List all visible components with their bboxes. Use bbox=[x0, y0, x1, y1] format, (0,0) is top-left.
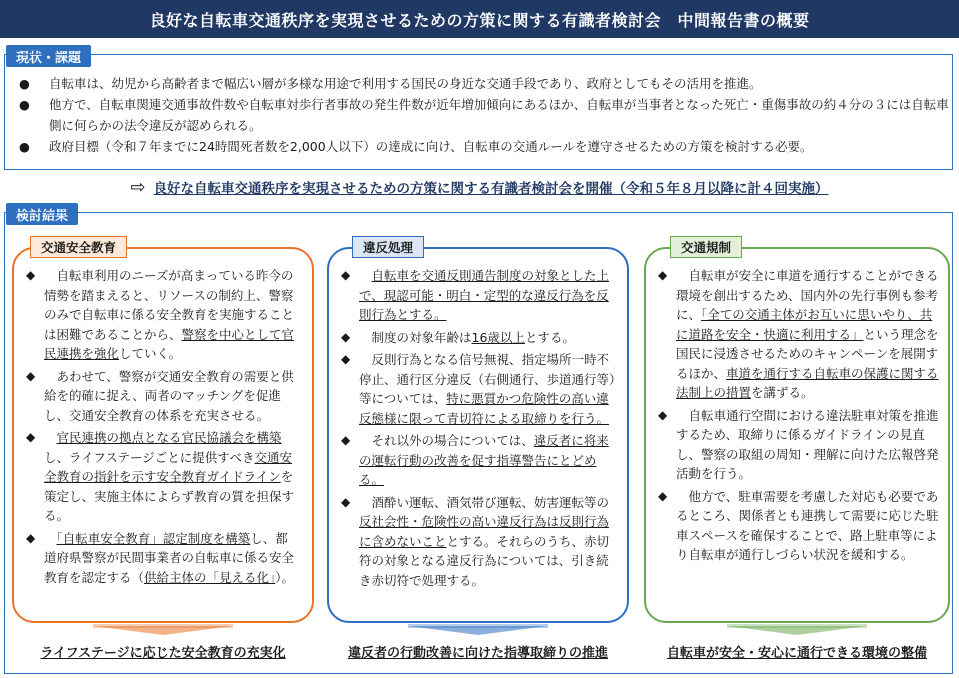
results-section-label: 検討結果 bbox=[6, 203, 78, 225]
meeting-text: 良好な自転車交通秩序を実現させるための方策に関する有識者検討会を開催（令和５年８月以降に計４回実施） bbox=[153, 181, 829, 197]
diamond-bullet-icon: ◆ bbox=[658, 488, 668, 503]
column-item-text: あわせて、警察が交通安全教育の需要と供給を的確に捉え、両者のマッチングを促進し、交通安全教育の体系を充実させる。 bbox=[44, 368, 294, 423]
page-title: 良好な自転車交通秩序を実現させるための方策に関する有識者検討会 中間報告書の概要 bbox=[0, 0, 959, 38]
column-item bbox=[658, 487, 940, 565]
status-item-text: 政府目標（令和７年までに24時間死者数を2,000人以下）の達成に向け、自転車の交通ルールを遵守させるための方策を検討する必要。 bbox=[49, 139, 813, 154]
column-item-text: 酒酔い運転、酒気帯び運転、妨害運転等の反社会性・危険性の高い違反行為は反則行為に含めないこととする。それらのうち、赤切符の対象となる違反行為については、引き続き赤切符で処理する。 bbox=[359, 494, 610, 588]
diamond-bullet-icon: ◆ bbox=[26, 368, 36, 383]
status-box bbox=[4, 54, 953, 170]
meeting-arrow-row bbox=[0, 176, 959, 198]
column-body bbox=[26, 266, 298, 590]
diamond-bullet-icon: ◆ bbox=[26, 268, 36, 282]
column-body bbox=[341, 266, 617, 593]
column-item bbox=[658, 266, 940, 403]
column-item-text: 自転車利用のニーズが高まっている昨今の情勢を踏まえると、リソースの制約上、警察のみで自転車に係る安全教育を実施することは困難であることから、警察を中心として官民連携を強化していく。 bbox=[44, 268, 295, 361]
status-item-text: 自転車は、幼児から高齢者まで幅広い層が多様な用途で利用する国民の身近な交通手段であり、政府としてもその活用を推進。 bbox=[49, 76, 762, 91]
column-body bbox=[658, 266, 940, 568]
column-item bbox=[341, 431, 617, 490]
diamond-bullet-icon: ◆ bbox=[341, 268, 351, 282]
diamond-bullet-icon: ◆ bbox=[26, 530, 36, 545]
diamond-bullet-icon: ◆ bbox=[341, 352, 351, 366]
column-item-text: 官民連携の拠点となる官民協議会を構築し、ライフステージごとに提供すべき交通安全教育の指針を示す安全教育ガイドラインを策定し、実施主体によらず教育の質を担保する。 bbox=[44, 430, 295, 523]
column-item-text: 自転車通行空間における違法駐車対策を推進するため、取締りに係るガイドラインの見直し、警察の取組の周知・理解に向けた広報啓発活動を行う。 bbox=[676, 407, 939, 481]
bullet-icon: ● bbox=[19, 97, 30, 112]
column-item bbox=[26, 529, 298, 588]
column-item bbox=[26, 266, 298, 364]
diamond-bullet-icon: ◆ bbox=[26, 430, 36, 444]
column-item bbox=[26, 367, 298, 426]
diamond-bullet-icon: ◆ bbox=[658, 268, 668, 282]
column-item-text: 「自転車安全教育」認定制度を構築し、都道府県警察が民間事業者の自転車に係る安全教育を認定する（供給主体の「見える化」）。 bbox=[44, 530, 295, 585]
status-list bbox=[19, 73, 949, 157]
bullet-icon: ● bbox=[19, 139, 30, 154]
diamond-bullet-icon: ◆ bbox=[341, 329, 351, 344]
down-arrow-icon bbox=[408, 626, 548, 635]
column-item-text: 自転車が安全に車道を通行することができる環境を創出するため、国内外の先行事例も参考に、「全ての交通主体がお互いに思いやり、共に道路を安全・快適に利用する」という理念を国民に浸透させるためのキャンペーンを展開するほか、車道を通行する自転車の保護に関する法制上の措置を講ずる。 bbox=[676, 268, 939, 400]
status-item bbox=[19, 94, 949, 136]
column-item-text: 反則行為となる信号無視、指定場所一時不停止、通行区分違反（右側通行、歩道通行等）等については、特に悪質かつ危険性の高い違反態様に限って青切符による取締りを行う。 bbox=[359, 352, 616, 426]
column-item bbox=[341, 266, 617, 325]
status-item-text: 他方で、自転車関連交通事故件数や自転車対歩行者事故の発生件数が近年増加傾向にあるほか、自転車が当事者となった死亡・重傷事故の約４分の３には自転車側に何らかの法令違反が認められる。 bbox=[49, 97, 949, 133]
down-arrow-icon bbox=[93, 626, 233, 635]
column-conclusion: 違反者の行動改善に向けた指導取締りの推進 bbox=[347, 645, 608, 661]
diamond-bullet-icon: ◆ bbox=[658, 407, 668, 422]
status-item bbox=[19, 73, 949, 94]
column-item bbox=[26, 428, 298, 526]
diamond-bullet-icon: ◆ bbox=[341, 494, 351, 509]
down-arrow-icon bbox=[727, 626, 867, 635]
column-item bbox=[658, 406, 940, 484]
column-tag: 交通規制 bbox=[670, 236, 742, 258]
column-item-text: 自転車を交通反則通告制度の対象とした上で、現認可能・明白・定型的な違反行為を反則行為とする。 bbox=[359, 268, 610, 322]
status-section-label: 現状・課題 bbox=[6, 45, 91, 67]
column-item-text: 制度の対象年齢は16歳以上とする。 bbox=[371, 329, 575, 345]
right-arrow-icon: ⇨ bbox=[130, 176, 146, 198]
column-item bbox=[341, 328, 617, 348]
status-item bbox=[19, 136, 949, 157]
column-tag: 交通安全教育 bbox=[30, 236, 127, 258]
column-item-text: それ以外の場合については、違反者に将来の運転行動の改善を促す指導警告にとどめる。 bbox=[359, 433, 609, 487]
column-item bbox=[341, 493, 617, 591]
diamond-bullet-icon: ◆ bbox=[341, 433, 351, 447]
bullet-icon: ● bbox=[19, 76, 30, 91]
column-conclusion: ライフステージに応じた安全教育の充実化 bbox=[40, 645, 286, 661]
column-item-text: 他方で、駐車需要を考慮した対応も必要であるところ、関係者とも連携して需要に応じた駐車スペースを確保することで、路上駐車等により自転車が通行しづらい状況を緩和する。 bbox=[676, 488, 939, 562]
column-item bbox=[341, 350, 617, 428]
column-tag: 違反処理 bbox=[352, 236, 424, 258]
column-conclusion: 自転車が安全・安心に通行できる環境の整備 bbox=[666, 645, 927, 661]
